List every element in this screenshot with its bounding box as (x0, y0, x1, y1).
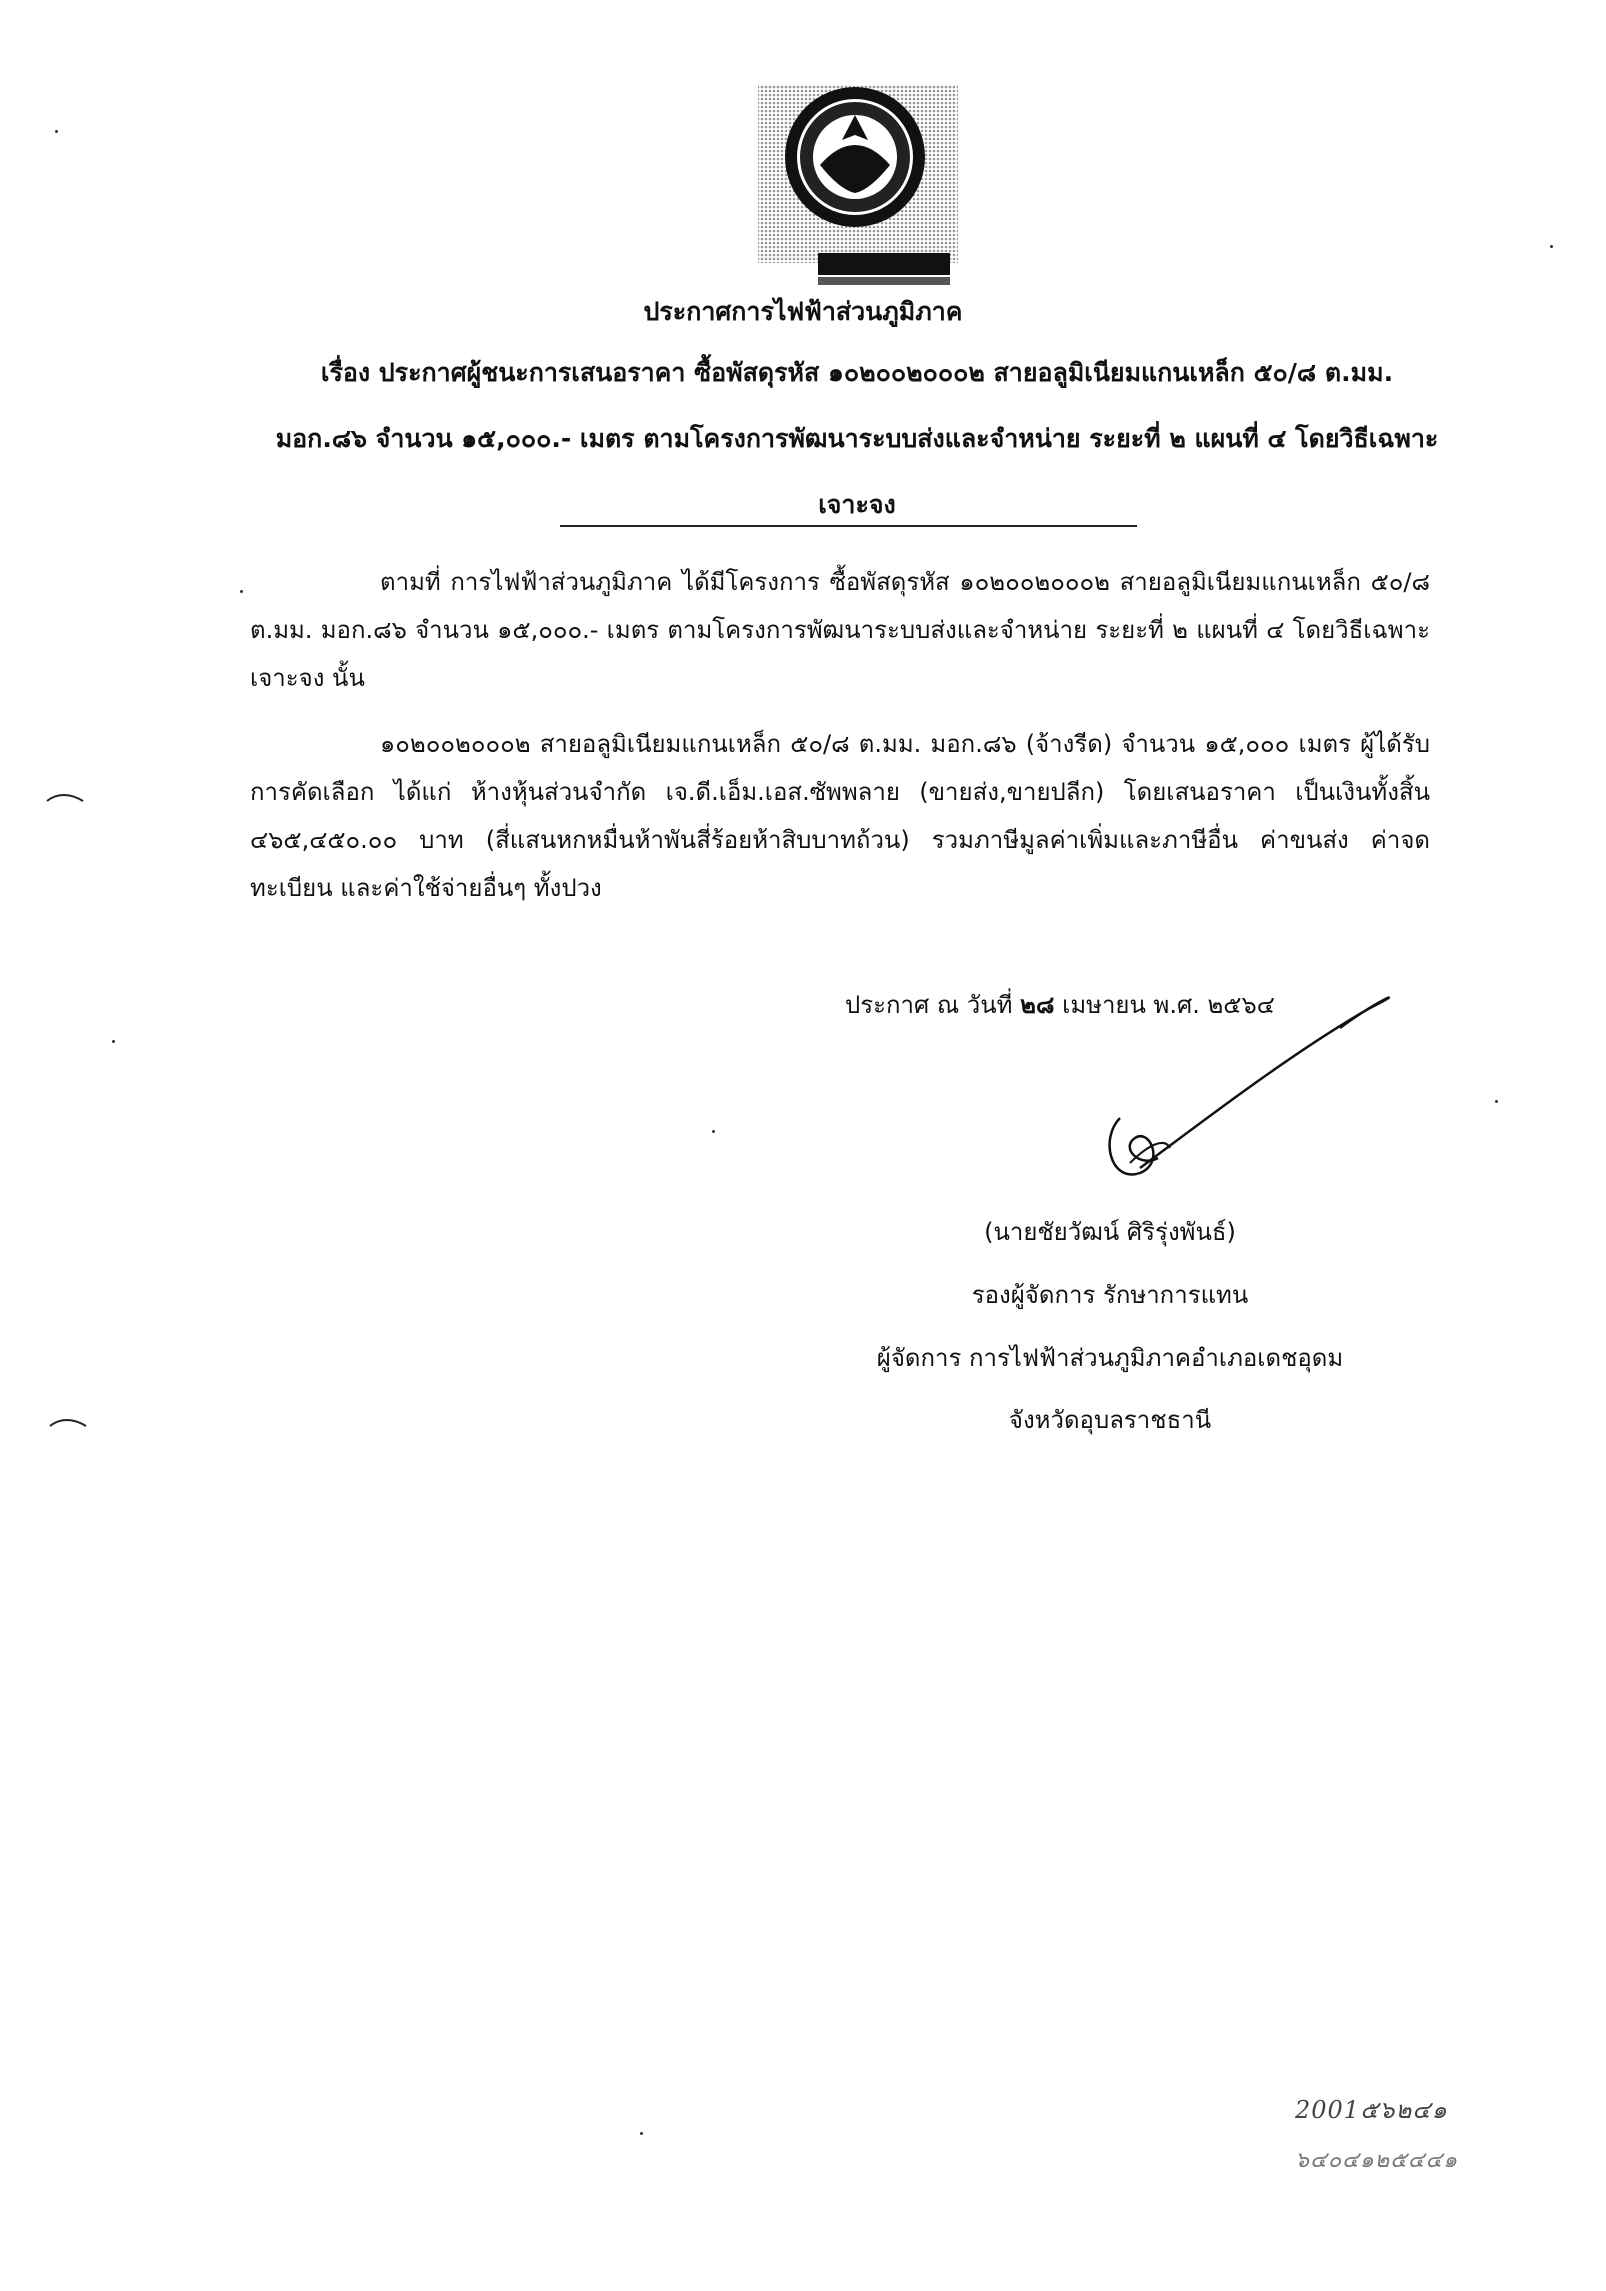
scan-speck (712, 1130, 715, 1133)
pea-seal-icon (720, 85, 990, 290)
handwritten-note-1: 2001๕๖๒๔๑ (1295, 2096, 1448, 2124)
signer-position-3: จังหวัดอุบลราชธานี (1008, 1406, 1212, 1434)
signer-position-2: ผู้จัดการ การไฟฟ้าส่วนภูมิภาคอำเภอเดชอุดม (876, 1344, 1344, 1372)
announcement-title: ประกาศการไฟฟ้าส่วนภูมิภาค (643, 297, 963, 326)
subject-line-3: เจาะจง (818, 490, 896, 519)
signer-position-1: รองผู้จัดการ รักษาการแทน (971, 1281, 1249, 1309)
body-paragraph-2: ๑๐๒๐๐๒๐๐๐๒ สายอลูมิเนียมแกนเหล็ก ๕๐/๘ ต.มม. มอก.๘๖ (จ้างรีด) จำนวน ๑๕,๐๐๐ เมตร ผู้ได้รับการคัดเลือก ได้แก่ ห้างหุ้นส่วนจำกัด เจ.ดี.เอ็ม.เอส.ซัพพลาย (ขายส่ง,ขายปลีก) โดยเสนอราคา เป็นเงินทั้งสิ้น ๔๖๕,๔๕๐.๐๐ บาท (สี่แสนหกหมื่นห้าพันสี่ร้อยห้าสิบบาทถ้วน) รวมภาษีมูลค่าเพิ่มและภาษีอื่น ค่าขนส่ง ค่าจดทะเบียน และค่าใช้จ่ายอื่นๆ ทั้งปวง (250, 730, 1430, 902)
announcement-subject (262, 340, 1452, 538)
divider-line (560, 525, 1137, 527)
scan-speck (112, 1040, 115, 1043)
body-paragraph-1: ตามที่ การไฟฟ้าส่วนภูมิภาค ได้มีโครงการ ซื้อพัสดุรหัส ๑๐๒๐๐๒๐๐๐๒ สายอลูมิเนียมแกนเหล็ก ๕๐/๘ ต.มม. มอก.๘๖ จำนวน ๑๕,๐๐๐.- เมตร ตามโครงการพัฒนาระบบส่งและจำหน่าย ระยะที่ ๒ แผนที่ ๔ โดยวิธีเฉพาะเจาะจง นั้น (250, 568, 1430, 692)
margin-mark (48, 1415, 88, 1434)
scan-speck (55, 130, 58, 133)
subject-line-1: เรื่อง ประกาศผู้ชนะการเสนอราคา ซื้อพัสดุรหัส ๑๐๒๐๐๒๐๐๐๒ สายอลูมิเนียมแกนเหล็ก ๕๐/๘ ต.มม. (320, 358, 1394, 387)
handwritten-signature (1080, 968, 1400, 1212)
signer-name: (นายชัยวัฒน์ ศิริรุ่งพันธ์) (984, 1218, 1236, 1246)
scan-speck (640, 2132, 643, 2135)
subject-line-2: มอก.๘๖ จำนวน ๑๕,๐๐๐.- เมตร ตามโครงการพัฒนาระบบส่งและจำหน่าย ระยะที่ ๒ แผนที่ ๔ โดยวิธีเฉพาะ (275, 424, 1439, 453)
scan-speck (1495, 1100, 1498, 1103)
date-prefix: ประกาศ ณ วันที่ (845, 991, 1013, 1019)
scan-speck (1550, 245, 1553, 248)
date-month-year: เมษายน พ.ศ. ๒๕๖๔ (1062, 991, 1275, 1019)
date-day: ๒๘ (1020, 991, 1055, 1019)
handwritten-note-2: ๖๔๐๔๑๒๕๔๔๑ (1295, 2148, 1459, 2173)
margin-mark (45, 790, 85, 809)
scan-speck (240, 590, 243, 593)
